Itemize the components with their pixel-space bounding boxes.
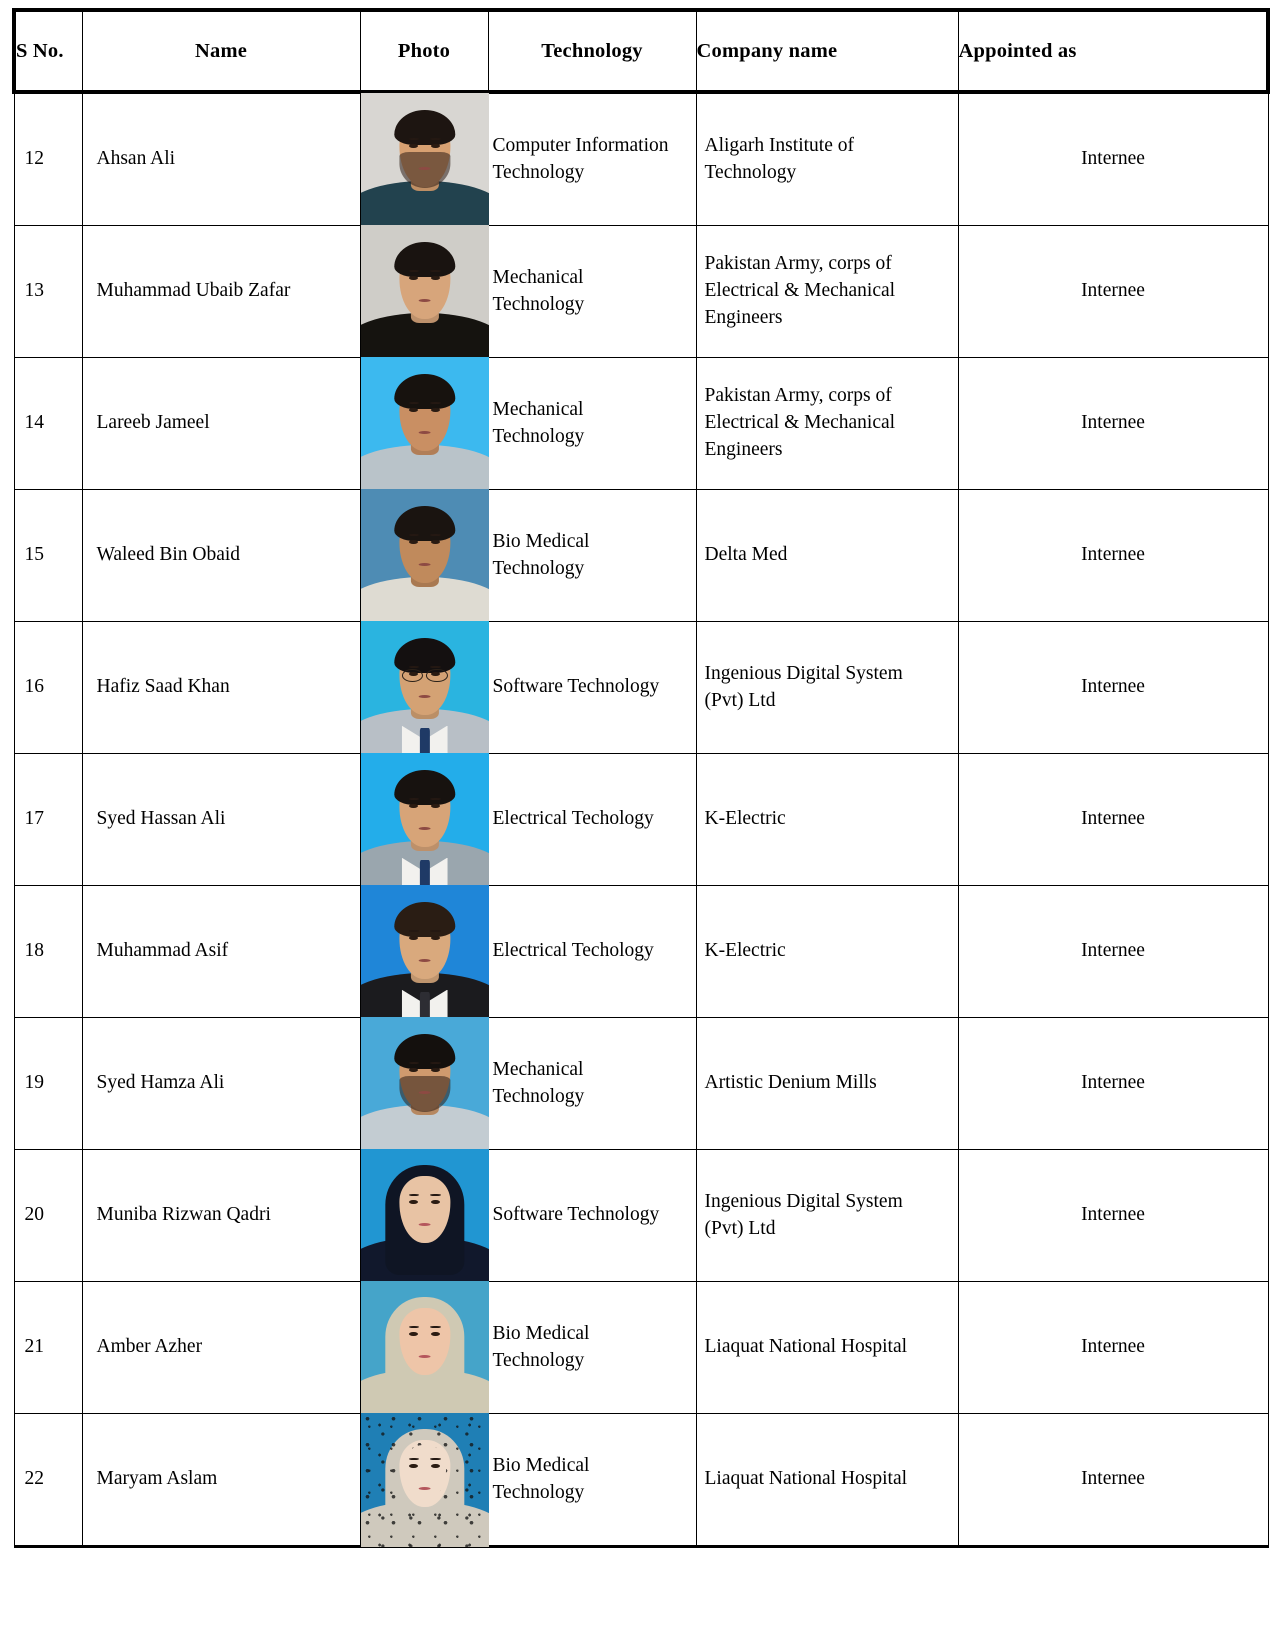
cell-photo <box>360 1282 488 1414</box>
photo-frame <box>361 621 489 755</box>
cell-s-no: 17 <box>14 754 82 886</box>
cell-appointed-as: Internee <box>958 622 1268 754</box>
cell-appointed-as: Internee <box>958 358 1268 490</box>
table-row <box>14 886 1268 1018</box>
technology-line: Technology <box>492 1481 585 1503</box>
technology-line: Bio Medical <box>492 530 590 552</box>
photo-frame <box>361 885 489 1019</box>
internee-table <box>12 8 1270 1548</box>
technology-line: Technology <box>492 1349 585 1371</box>
table-row <box>14 622 1268 754</box>
cell-company-name <box>696 754 958 886</box>
column-header-technology: Technology <box>488 10 696 92</box>
cell-company-name <box>696 886 958 1018</box>
cell-s-no: 18 <box>14 886 82 1018</box>
company-name-line: Pakistan Army, corps of <box>704 253 892 275</box>
cell-name: Lareeb Jameel <box>82 358 360 490</box>
cell-s-no: 13 <box>14 226 82 358</box>
photo-frame <box>361 1281 489 1415</box>
cell-name: Waleed Bin Obaid <box>82 490 360 622</box>
portrait-photo-muhammad-ubaib-zafar <box>361 225 489 359</box>
portrait-photo-maryam-aslam <box>361 1413 489 1547</box>
technology-line: Technology <box>492 1085 585 1107</box>
cell-technology <box>488 490 696 622</box>
technology-line: Electrical Techology <box>492 808 654 830</box>
column-header-s-no: S No. <box>14 10 82 92</box>
cell-s-no: 21 <box>14 1282 82 1414</box>
cell-s-no: 12 <box>14 92 82 226</box>
technology-line: Bio Medical <box>492 1454 590 1476</box>
cell-name: Maryam Aslam <box>82 1414 360 1547</box>
table-header-row <box>14 10 1268 92</box>
table-row <box>14 92 1268 226</box>
cell-technology <box>488 1150 696 1282</box>
table-row <box>14 490 1268 622</box>
cell-company-name <box>696 1150 958 1282</box>
technology-line: Bio Medical <box>492 1322 590 1344</box>
portrait-photo-amber-azher <box>361 1281 489 1415</box>
photo-frame <box>361 357 489 491</box>
cell-technology <box>488 886 696 1018</box>
cell-technology <box>488 358 696 490</box>
cell-s-no: 15 <box>14 490 82 622</box>
table-row <box>14 1018 1268 1150</box>
cell-name: Muhammad Asif <box>82 886 360 1018</box>
column-header-company-name: Company name <box>696 10 958 92</box>
cell-photo <box>360 1150 488 1282</box>
cell-appointed-as: Internee <box>958 1018 1268 1150</box>
technology-line: Mechanical <box>492 398 584 420</box>
company-name-line: Technology <box>704 161 797 183</box>
company-name-line: Electrical & Mechanical <box>704 412 896 434</box>
cell-technology <box>488 1018 696 1150</box>
cell-photo <box>360 622 488 754</box>
table-body <box>14 92 1268 1547</box>
cell-photo <box>360 92 488 226</box>
technology-line: Software Technology <box>492 676 660 698</box>
cell-company-name <box>696 92 958 226</box>
cell-company-name <box>696 1414 958 1547</box>
portrait-photo-muhammad-asif <box>361 885 489 1019</box>
cell-s-no: 16 <box>14 622 82 754</box>
technology-line: Electrical Techology <box>492 940 654 962</box>
cell-photo <box>360 754 488 886</box>
column-header-photo: Photo <box>360 10 488 92</box>
table-row <box>14 358 1268 490</box>
cell-company-name <box>696 490 958 622</box>
cell-photo <box>360 1018 488 1150</box>
cell-appointed-as: Internee <box>958 1150 1268 1282</box>
technology-line: Software Technology <box>492 1204 660 1226</box>
photo-frame <box>361 225 489 359</box>
company-name-line: (Pvt) Ltd <box>704 689 776 711</box>
cell-name: Amber Azher <box>82 1282 360 1414</box>
table-row <box>14 226 1268 358</box>
cell-photo <box>360 226 488 358</box>
technology-line: Technology <box>492 161 585 183</box>
company-name-line: Delta Med <box>704 544 788 566</box>
company-name-line: Aligarh Institute of <box>704 134 854 156</box>
technology-line: Mechanical <box>492 266 584 288</box>
cell-appointed-as: Internee <box>958 1414 1268 1547</box>
company-name-line: Ingenious Digital System <box>704 1190 903 1212</box>
cell-appointed-as: Internee <box>958 1282 1268 1414</box>
portrait-photo-syed-hassan-ali <box>361 753 489 887</box>
company-name-line: (Pvt) Ltd <box>704 1217 776 1239</box>
cell-name: Syed Hamza Ali <box>82 1018 360 1150</box>
company-name-line: Ingenious Digital System <box>704 662 903 684</box>
cell-appointed-as: Internee <box>958 754 1268 886</box>
photo-frame <box>361 1017 489 1151</box>
photo-frame <box>361 93 489 227</box>
table-row <box>14 1150 1268 1282</box>
table-row <box>14 754 1268 886</box>
cell-technology <box>488 754 696 886</box>
technology-line: Technology <box>492 293 585 315</box>
cell-appointed-as: Internee <box>958 226 1268 358</box>
photo-frame <box>361 753 489 887</box>
cell-technology <box>488 92 696 226</box>
table-row <box>14 1414 1268 1547</box>
cell-company-name <box>696 1018 958 1150</box>
company-name-line: Pakistan Army, corps of <box>704 385 892 407</box>
cell-name: Muhammad Ubaib Zafar <box>82 226 360 358</box>
portrait-photo-lareeb-jameel <box>361 357 489 491</box>
technology-line: Mechanical <box>492 1058 584 1080</box>
cell-technology <box>488 1282 696 1414</box>
portrait-photo-syed-hamza-ali <box>361 1017 489 1151</box>
cell-name: Syed Hassan Ali <box>82 754 360 886</box>
cell-company-name <box>696 1282 958 1414</box>
company-name-line: Engineers <box>704 306 783 328</box>
cell-s-no: 14 <box>14 358 82 490</box>
cell-name: Hafiz Saad Khan <box>82 622 360 754</box>
cell-s-no: 19 <box>14 1018 82 1150</box>
photo-frame <box>361 489 489 623</box>
company-name-line: Liaquat National Hospital <box>704 1468 908 1490</box>
portrait-photo-hafiz-saad-khan <box>361 621 489 755</box>
table-row <box>14 1282 1268 1414</box>
cell-company-name <box>696 622 958 754</box>
column-header-appointed-as: Appointed as <box>958 10 1268 92</box>
cell-photo <box>360 886 488 1018</box>
cell-technology <box>488 226 696 358</box>
technology-line: Technology <box>492 425 585 447</box>
cell-appointed-as: Internee <box>958 490 1268 622</box>
cell-name: Ahsan Ali <box>82 92 360 226</box>
cell-s-no: 22 <box>14 1414 82 1547</box>
portrait-photo-waleed-bin-obaid <box>361 489 489 623</box>
photo-frame <box>361 1413 489 1547</box>
company-name-line: Liaquat National Hospital <box>704 1336 908 1358</box>
portrait-photo-ahsan-ali <box>361 93 489 227</box>
portrait-photo-muniba-rizwan-qadri <box>361 1149 489 1283</box>
cell-name: Muniba Rizwan Qadri <box>82 1150 360 1282</box>
cell-photo <box>360 490 488 622</box>
cell-company-name <box>696 226 958 358</box>
cell-technology <box>488 622 696 754</box>
company-name-line: Engineers <box>704 438 783 460</box>
cell-s-no: 20 <box>14 1150 82 1282</box>
column-header-name: Name <box>82 10 360 92</box>
company-name-line: K-Electric <box>704 940 786 962</box>
cell-photo <box>360 1414 488 1547</box>
table-header <box>14 10 1268 92</box>
technology-line: Computer Information <box>492 134 669 156</box>
technology-line: Technology <box>492 557 585 579</box>
company-name-line: K-Electric <box>704 808 786 830</box>
cell-appointed-as: Internee <box>958 92 1268 226</box>
cell-photo <box>360 358 488 490</box>
cell-company-name <box>696 358 958 490</box>
cell-technology <box>488 1414 696 1547</box>
cell-appointed-as: Internee <box>958 886 1268 1018</box>
photo-frame <box>361 1149 489 1283</box>
company-name-line: Electrical & Mechanical <box>704 280 896 302</box>
company-name-line: Artistic Denium Mills <box>704 1072 877 1094</box>
